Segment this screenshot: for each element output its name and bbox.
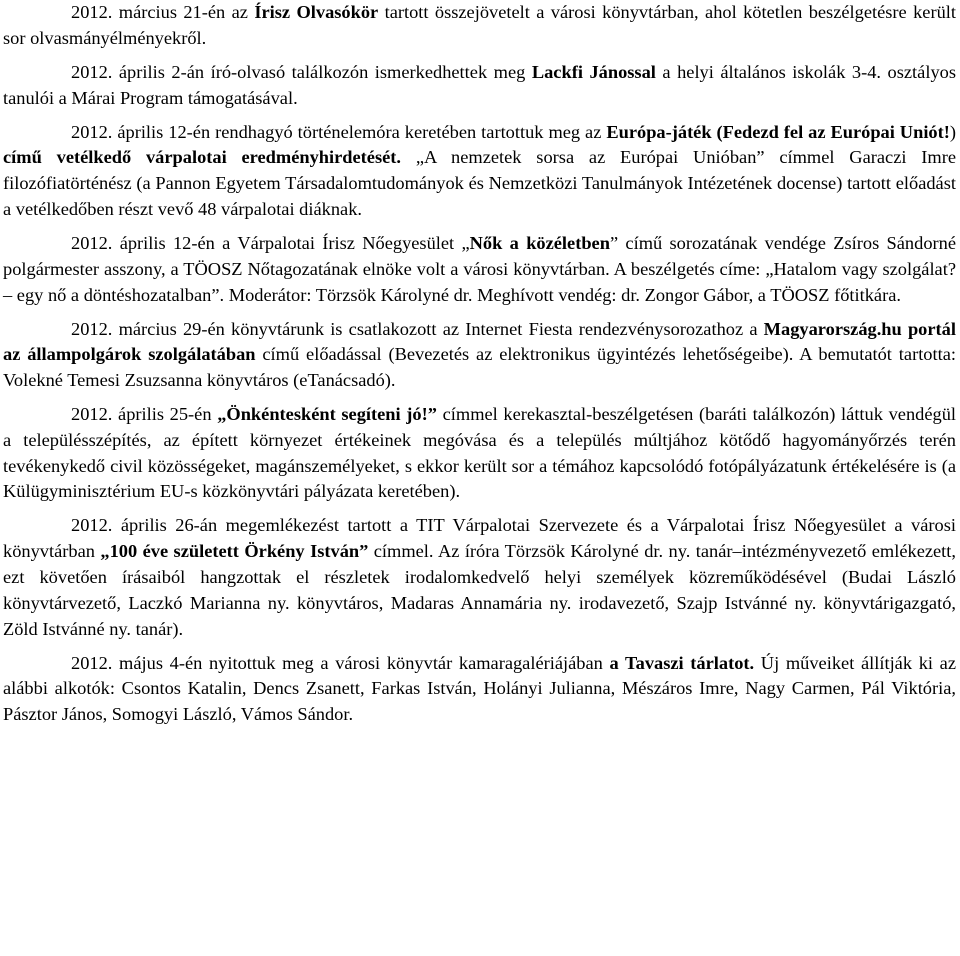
- text-segment: Új műveiket állítják ki az alábbi alkotók: Csontos Katalin, Dencs Zsanett, Farkas István, Holányi Julianna, Mészáros Imre, Nagy Carmen, Pál Viktória, Pásztor János, Somogyi László, Vámos Sándor.: [3, 652, 956, 725]
- paragraph-internet-fiesta: [3, 317, 956, 394]
- text-segment: 2012. április 2-án író-olvasó találkozón ismerkedhettek meg: [71, 61, 532, 82]
- paragraph-europa-jatek: [3, 120, 956, 223]
- bold-segment: Nők a közéletben: [469, 232, 610, 253]
- paragraph-nok-a-kozeletben: [3, 231, 956, 308]
- text-segment: „A nemzetek sorsa az Európai Unióban” címmel Garaczi Imre filozófiatörténész (a Pannon Egyetem Társadalomtudományok és Nemzetközi Tanulmányok Intézetének docense) tartott előadást a vetélkedőben részt vevő 48 várpalotai diáknak.: [3, 147, 956, 219]
- bold-segment: „100 éve született Örkény István”: [100, 541, 369, 562]
- text-segment: című előadással (Bevezetés az elektronikus ügyintézés lehetőségeibe). A bemutatót tartotta: Volekné Temesi Zsuzsanna könyvtáros (eTanácsadó).: [3, 344, 956, 391]
- bold-segment: Magyarország.hu portál az állampolgárok szolgálatában: [3, 318, 956, 365]
- paragraph-onkentesen: [3, 402, 956, 505]
- bold-segment: Lackfi Jánossal: [531, 61, 656, 82]
- paragraph-irisz-olvasokor: [3, 0, 956, 52]
- text-segment: 2012. április 12-én a Várpalotai Írisz Nőegyesület „: [71, 232, 470, 253]
- text-segment: 2012. március 21-én az: [71, 2, 255, 22]
- text-segment: 2012. április 26-án megemlékezést tartott a TIT Várpalotai Szervezete és a Várpalotai Írisz Nőegyesület a városi könyvtárban: [3, 515, 956, 562]
- text-segment: címmel. Az íróra Törzsök Károlyné dr. ny. tanár–intézményvezető emlékezett, ezt követően írásaiból hangzottak el részletek irodalomkedvelő helyi személyek közreműködésével (Budai László könyvtárvezető, Laczkó Marianna ny. könyvtáros, Madaras Annamária ny. irodavezető, Szajp Istvánné ny. könyvtárigazgató, Zöld Istvánné ny. tanár).: [3, 541, 956, 639]
- text-segment: 2012. április 25-én: [71, 404, 218, 425]
- bold-segment: „Önkéntesként segíteni jó!”: [217, 404, 437, 425]
- text-segment: 2012. március 29-én könyvtárunk is csatlakozott az Internet Fiesta rendezvénysorozathoz a: [71, 318, 764, 339]
- text-segment: a helyi általános iskolák 3-4. osztályos tanulói a Márai Program támogatásával.: [3, 61, 956, 108]
- bold-segment: Írisz Olvasókör: [254, 2, 379, 22]
- paragraph-tavaszi-tarlat: [3, 651, 956, 728]
- text-segment: tartott összejövetelt a városi könyvtárban, ahol kötetlen beszélgetésre került sor olvasmányélményekről.: [3, 2, 956, 48]
- text-segment: címmel kerekasztal-beszélgetésen (baráti találkozón) láttuk vendégül a településszépítés, az épített környezet értékeinek megóvása és a település múltjához kötődő hagyományőrzés terén tevékenykedő civil közösségeket, magánszemélyeket, s ekkor került sor a témához kapcsolódó fotópályázatunk értékelésére is (a Külügyminisztérium EU-s közkönyvtári pályázata keretében).: [3, 404, 956, 502]
- bold-segment: című vetélkedő várpalotai eredményhirdetését.: [3, 147, 402, 168]
- text-segment: 2012. április 12-én rendhagyó történelemóra keretében tartottuk meg az: [71, 121, 607, 142]
- bold-segment: a Tavaszi tárlatot.: [609, 652, 755, 673]
- text-segment: ): [949, 121, 956, 142]
- text-segment: ” című sorozatának vendége Zsíros Sándorné polgármester asszony, a TÖOSZ Nőtagozatának elnöke volt a városi könyvtárban. A beszélgetés címe: „Hatalom vagy szolgálat? – egy nő a döntéshozatalban”. Moderátor: Törzsök Károlyné dr. Meghívott vendég: dr. Zongor Gábor, a TÖOSZ főtitkára.: [3, 232, 956, 305]
- text-segment: 2012. május 4-én nyitottuk meg a városi könyvtár kamaragalériájában: [71, 652, 610, 673]
- bold-segment: Európa-játék (Fedezd fel az Európai Uniót!: [606, 121, 950, 142]
- paragraph-lackfi-janos: [3, 60, 956, 112]
- paragraph-orkeny-istvan: [3, 513, 956, 642]
